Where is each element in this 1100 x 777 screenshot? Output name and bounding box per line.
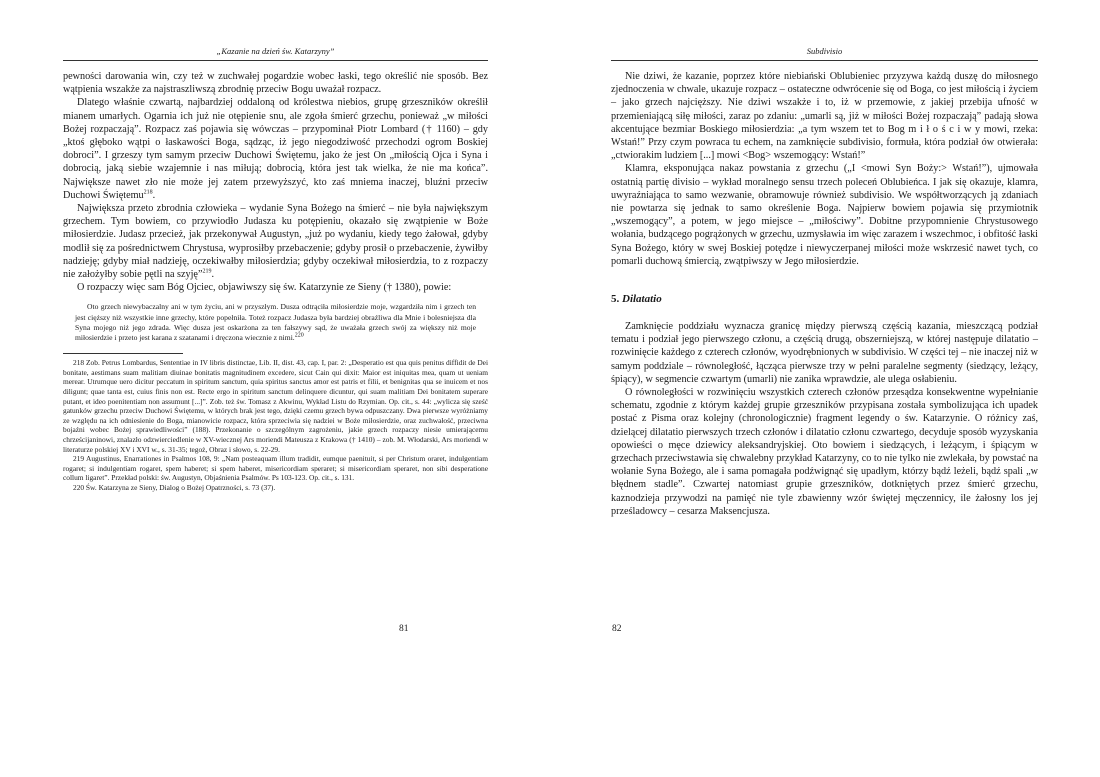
footnote-marker-219: 219 (202, 268, 212, 275)
left-paragraph-4: O rozpaczy więc sam Bóg Ojciec, objawiwszy się św. Katarzynie ze Sieny († 1380), powie: (77, 282, 452, 294)
right-running-head: Subdivisio (806, 46, 843, 56)
section-title: Dilatatio (622, 293, 662, 306)
footnote-218: 218 Zob. Petrus Lombardus, Sententiae in IV libris distinctae, Lib. II, dist. 43, cap. I, par. 2: „Desperatio est qua quis penitus diffidit de Dei bonitate, aestimans suam malitiam diuinae bonitatis magnitudinem excedere, sicut Cain qui dixit: Maior est iniquitas mea, quam ut ueniam merear. Utrumque uero dicitur peccatum in spiritum sanctum, quia spiritus sanctus amor est patris et filii, et benignitas qua se inuicem et nos diligunt; quae tanta est, cuius finis non est. Recte ergo in spiritum sanctum delinquere dicuntur, qui suam malitiam Dei bonitatem superare putant, et ideo poenitentiam non assumunt [...]”. Zob. też św. Tomasz z Akwinu, Wykład Listu do Rzymian. Op. cit., s. 44: „wylicza się sześć gatunków grzechu przeciw Duchowi Świętemu, w których brak jest tego, dzięki czemu grzech bywa odpuszczany. Dwa pierwsze wyróżniamy ze względu na ich odniesienie do Boga, mianowicie rozpacz, która sprzeciwia się nadziei w Boże miłosierdzie, oraz zuchwałość, przeciwna bojaźni wobec Bożej sprawiedliwości” (188). Przekonanie o szczególnym zagrożeniu, jakie grzech rozpaczy niesie umierającemu chrześcijaninowi, znalazło odzwierciedlenie w XV-wiecznej Ars moriendi Mateusza z Krakowa († 1410) – zob. M. Włodarski, Ars moriendi w literaturze polskiej XV i XVI w., s. 31-35; tegoż, Obraz i słowo, s. 22-29. (63, 358, 488, 454)
section-number: 5. (611, 293, 620, 306)
right-section-paragraph-1: Zamknięcie poddziału wyznacza granicę między pierwszą częścią kazania, mieszczącą podział tematu i podział jego pierwszego członu, a częścią drugą, obszerniejszą, w której następuje dilatatio – rozwinięcie każdego z czterech członów, wyodrębnionych w subdivisio. W części tej – nie inaczej niż w samym poddziale – równoległość, łącząca pierwsze trzy w pełni paralelne segmenty (siedzący, leżący, śpiący), w segmencie czwartym (umarli) nie zanika wprawdzie, ale ulega osłabieniu. (611, 321, 1038, 385)
left-page-number: 81 (399, 624, 409, 634)
footnote-220: 220 Św. Katarzyna ze Sieny, Dialog o Bożej Opatrzności, s. 73 (37). (73, 482, 276, 492)
left-paragraph-1: pewności darowania win, czy też w zuchwałej pogardzie wobec łaski, tego określić nie sposób. Bez wątpienia wszakże za najstraszliwszą zbrodnię przeciw Bogu uważał rozpacz. (63, 71, 488, 96)
left-paragraph-3: Największa przeto zbrodnia człowieka – wydanie Syna Bożego na śmierć – nie była największym grzechem. Tym bowiem, co przywiodło Judasza ku potępieniu, okazało się zwątpienie w Boże miłosierdzie. Judasz przecież, jak przekonywał Augustyn, „już po wydaniu, kiedy tego żałował, gdyby modlił się za pośrednictwem Chrystusa, wyprosiłby przebaczenie; gdyby prosił o przebaczenie, żywiłby nadzieję; gdyby miał nadzieję, oczekiwałby miłosierdzia; gdyby oczekiwał miłosierdzia, to z rozpaczy nie założyłby sobie pętli na szyję”$^{219}$. (63, 203, 488, 281)
left-running-head: „Kazanie na dzień św. Katarzyny” (216, 46, 335, 56)
right-paragraph-1: Nie dziwi, że kazanie, poprzez które niebiański Oblubieniec przyzywa każdą duszę do miłosnego zjednoczenia w chwale, ukazuje rozpacz – ostateczne odwrócenie się od Boga, co jest miłością i życiem – jako grzech najcięższy. Nie dziwi wszakże i to, iż w przemowie, z jakiej przebija ufność w przemieniającą siłę miłości, zaraz po zdaniu: „umarli są, jiż w miłości Bożej rozpaczają” padają słowa akcentujące bezmiar Boskiego miłosierdzia: „a tym wszem tet to Bog m i ł o ś c i w y mowi, rzeka: Wstań!” Przy czym powraca tu echem, na zamknięcie subdivisio, formuła, która podział ów otwierała: „ctwiorakim ludziem [...] mowi <Bog> wszemogący: Wstań!” (611, 71, 1038, 162)
right-section-paragraph-2: O równoległości w rozwinięciu wszystkich czterech członów przesądza konsekwentne wypełnianie schematu, zgodnie z którym każdej grupie grzeszników przypisana została symbolizująca ich upadek postać z Pisma oraz kolejny (chronologicznie) fragment legendy o św. Katarzynie. O różnicy zaś, dzielącej dilatatio pierwszych trzech członów i dilatatio członu czwartego, decyduje sposób wyzyskania opowieści o męce dziewicy aleksandryjskiej. Oto bowiem i siedzących, i leżącym, i śpiącym w grzechach przeciwstawia się chwalebny przykład Katarzyny, co to nie tylko nie zwlekała, by powstać na wołanie Syna Bożego, ale i sama pomagała podźwignąć się upadłym, którzy bądź leżeli, bądź spali „w błędnem stadle”. Czwartej natomiast grupie grzeszników, dotkniętych przez śmierć grzechu, kaznodzieja przywodzi na pamięć nie tyle zbawienny wzór świętej męczennicy, ile żałosny los jej prześladowcy – cesarza Maksencjusza. (611, 387, 1038, 517)
right-paragraph-2: Klamra, eksponująca nakaz powstania z grzechu („I <mowi Syn Boży:> Wstań!”), ujmowała ostatnią partię divisio – wykład moralnego sensu trzech poleceń Oblubieńca. I jak się okazuje, klamra, uwyraźniająca to samo wezwanie, obramowuje również subdivisio. We współtworzących ją zdaniach nie powtarza się jednak to samo określenie Boga. Najpierw bowiem pojawia się przymiotnik „wszemogący”, a potem, w jego miejsce – „miłościwy”. Dobitne przypomnienie Chrystusowego wołania, budzącego pogrążonych w grzechu, uzmysławia im więc zarazem i wszechmoc, i obfitość łaski Syna Bożego, który w swej Boskiej potędze i niewyczerpanej miłości może wskrzesić nawet tych, co pomarli duchową śmiercią, zwątpiwszy w Jego miłosierdzie. (611, 163, 1038, 267)
footnote-marker-218: 218 (143, 189, 153, 196)
block-quote: Oto grzech niewybaczalny ani w tym życiu, ani w przyszłym. Dusza odtrąciła miłosierdzie moje, wzgardziła nim i grzech ten jest cięższy niż wszystkie inne grzechy, które popełniła. Toteż rozpacz Judasza była bardziej obraźliwa dla Mnie i bolesniejsza dla Syna mojego niż jego zdrada. Więc dusza jest oskarżona za ten fałszywy sąd, że uważała grzech swój za większy niż moje miłosierdzie i przeto jest karana z szatanami i dręczona wiecznie z nimi.$^{220}$ (75, 302, 476, 343)
right-page (550, 0, 1100, 777)
footnote-marker-220: 220 (294, 332, 304, 339)
left-text-column (63, 70, 488, 493)
section-heading (611, 292, 1038, 306)
right-page-number: 82 (612, 624, 622, 634)
left-paragraph-2: Dlatego właśnie czwartą, najbardziej oddaloną od królestwa niebios, grupę grzeszników określił mianem umarłych. Ogarnia ich już nie otępienie snu, ale zgoła śmierć grzechu, ponieważ „w miłości Bożej rozpaczają”. Rozpacz zaś pojawia się wówczas – przypominał Piotr Lombard († 1160) – gdy „ktoś głęboko wątpi o łaskawości Boga, sądząc, iż jego niegodziwość przechodzi ogrom Boskiej dobroci”. I grzeszy tym samym przeciw Duchowi Świętemu, jako że jest On „miłością Ojca i Syna i dobrocią, jaką siebie wzajemnie i nas miłują; dobrocią, która jest tak wielka, że nie ma końca”. Największe nawet zło nie może jej zatem przewyższyć, kto zaś mniema inaczej, bluźni przeciw Duchowi Świętemu$^{218}$. (63, 97, 488, 201)
right-text-column (611, 70, 1038, 518)
footnote-219: 219 Augustinus, Enarrationes in Psalmos 108, 9: „Nam posteaquam illum tradidit, eumque paenituit, si per Christum oraret, indulgentiam rogaret; si indulgentiam rogaret, spem haberet; si spem haberet, misericordiam speraret; si misericordiam speraret, non sibi desperatione collum ligaret”. Przekład polski: św. Augustyn, Objaśnienia Psalmów. Ps 103-123. Op. cit., s. 131. (63, 454, 488, 483)
left-header-rule (63, 60, 488, 61)
footnote-rule (63, 353, 183, 354)
right-header-rule (611, 60, 1038, 61)
